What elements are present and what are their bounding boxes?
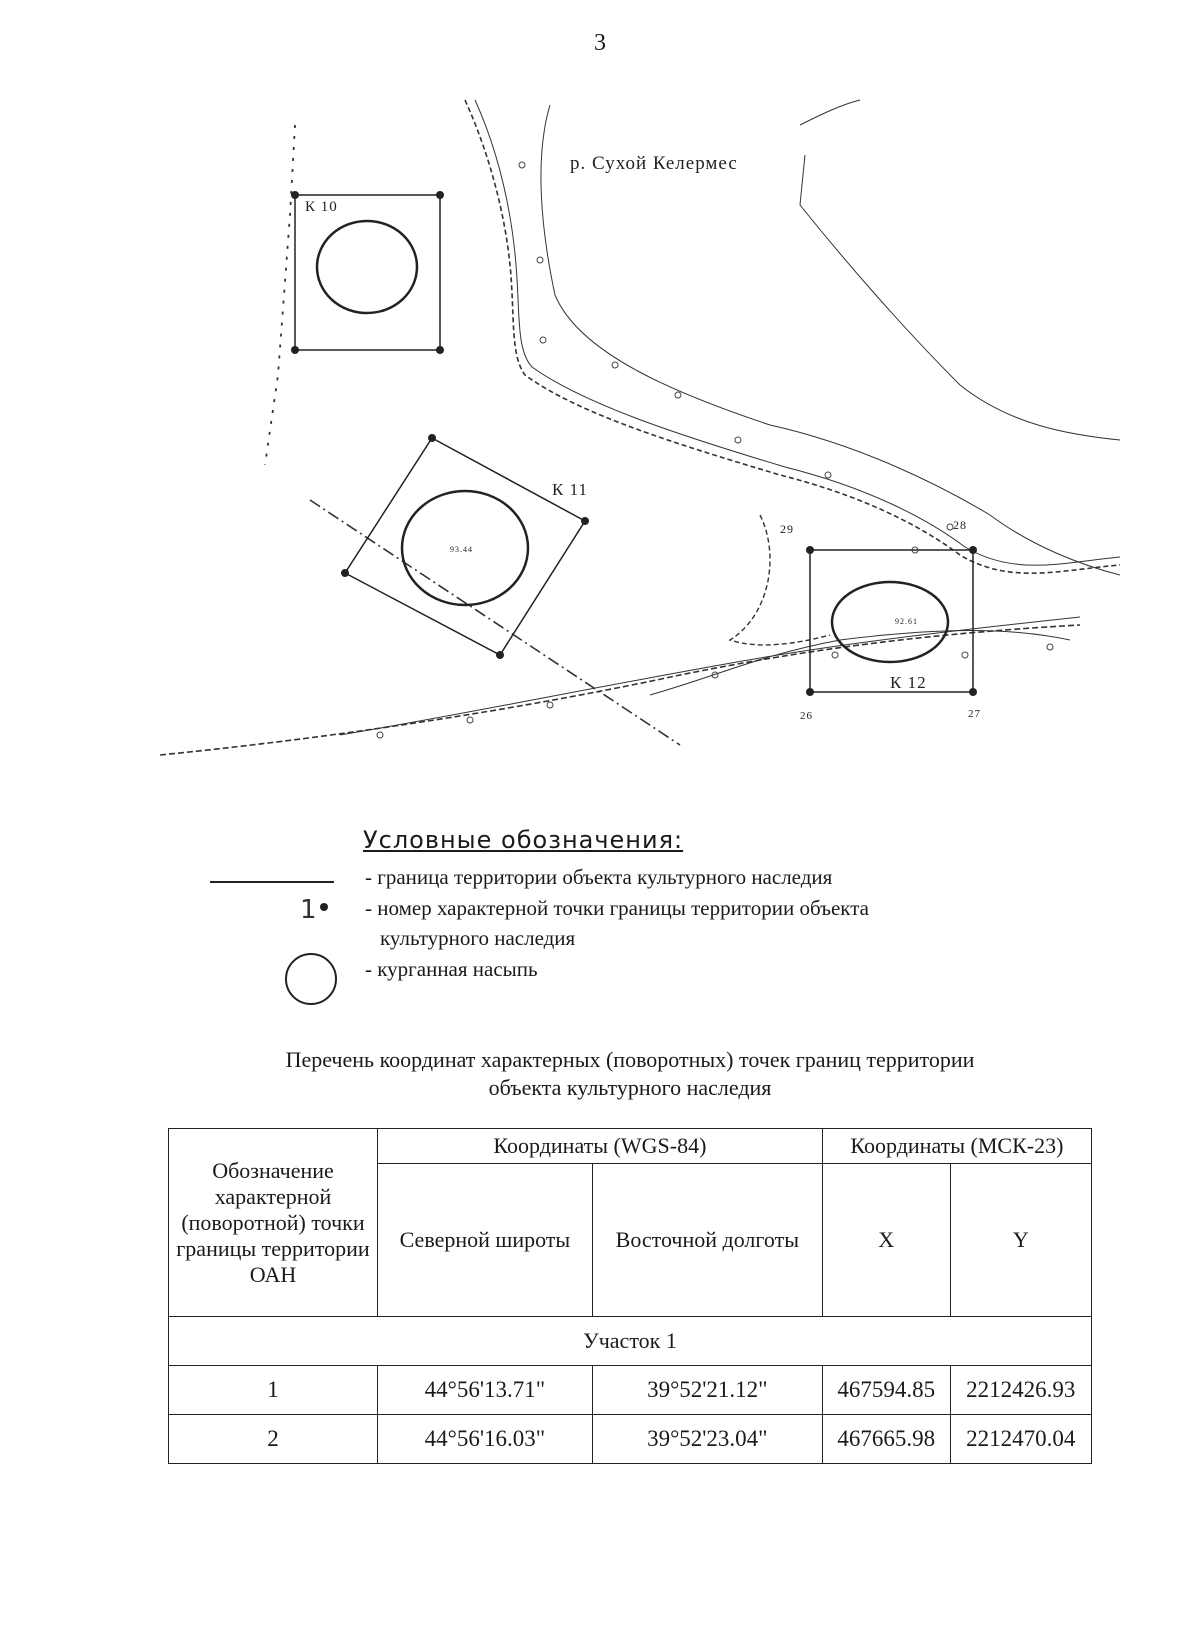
elevation-k12: 92.61 [895,617,918,626]
coordinates-table [168,1128,1092,1464]
river-bank-west [465,100,1120,573]
header-y: Y [950,1164,1091,1317]
terrain-line-1 [800,100,860,125]
legend-point-sample [300,895,328,925]
site-map [160,95,1120,795]
cell-x: 467665.98 [822,1415,950,1464]
cell-y: 2212470.04 [950,1415,1091,1464]
road-3 [650,631,1070,695]
header-wgs84: Координаты (WGS-84) [378,1129,823,1164]
legend-mound-circle-icon [285,953,337,1005]
cell-y: 2212426.93 [950,1366,1091,1415]
point-dot-icon [320,903,328,911]
legend-item-point: - номер характерной точки границы территории объекта [365,896,869,920]
legend-title: Условные обозначения: [363,826,684,854]
legend-point-number: 1 [300,895,317,925]
cell-longitude: 39°52'23.04" [592,1415,822,1464]
dash-dot-line [310,500,680,745]
caption-line-1: Перечень координат характерных (поворотных) точек границ территории [285,1047,975,1072]
table-caption [170,1046,1090,1102]
header-longitude: Восточной долготы [592,1164,822,1317]
river-label: р. Сухой Келермес [570,153,738,174]
left-boundary [265,125,295,465]
cell-latitude: 44°56'13.71" [378,1366,593,1415]
point-label-29: 29 [780,522,794,536]
page-number: 3 [594,30,606,56]
header-latitude: Северной широты [378,1164,593,1317]
point-label-27: 27 [968,708,981,720]
header-msk23: Координаты (МСК-23) [822,1129,1091,1164]
terrain-line-2 [800,155,1120,440]
cell-x: 467594.85 [822,1366,950,1415]
map-drawing [160,95,1120,795]
cell-point-number: 2 [169,1415,378,1464]
caption-line-2: объекта культурного наследия [488,1075,772,1100]
header-point-designation: Обозначение характерной (поворотной) точки границы территории ОАН [169,1129,378,1317]
object-label-k10: К 10 [305,199,338,215]
table-row [169,1366,1092,1415]
legend-item-boundary: - граница территории объекта культурного наследия [365,865,833,889]
point-label-26: 26 [800,710,813,722]
cell-point-number: 1 [169,1366,378,1415]
object-label-k11: К 11 [552,480,588,499]
section-label: Участок 1 [169,1317,1092,1366]
point-label-28: 28 [953,518,967,532]
header-x: X [822,1164,950,1317]
legend-item-mound: - курганная насыпь [365,957,538,981]
table-header-row [169,1129,1092,1164]
cell-latitude: 44°56'16.03" [378,1415,593,1464]
river-bank-east [541,105,1120,575]
elevation-k11: 93.44 [450,545,473,554]
table-row [169,1415,1092,1464]
object-label-k12: К 12 [890,673,927,692]
legend-boundary-line [210,881,334,883]
cell-longitude: 39°52'21.12" [592,1366,822,1415]
legend-item-point-cont: культурного наследия [380,926,576,950]
table-section-row [169,1317,1092,1366]
road-1 [160,625,1080,755]
